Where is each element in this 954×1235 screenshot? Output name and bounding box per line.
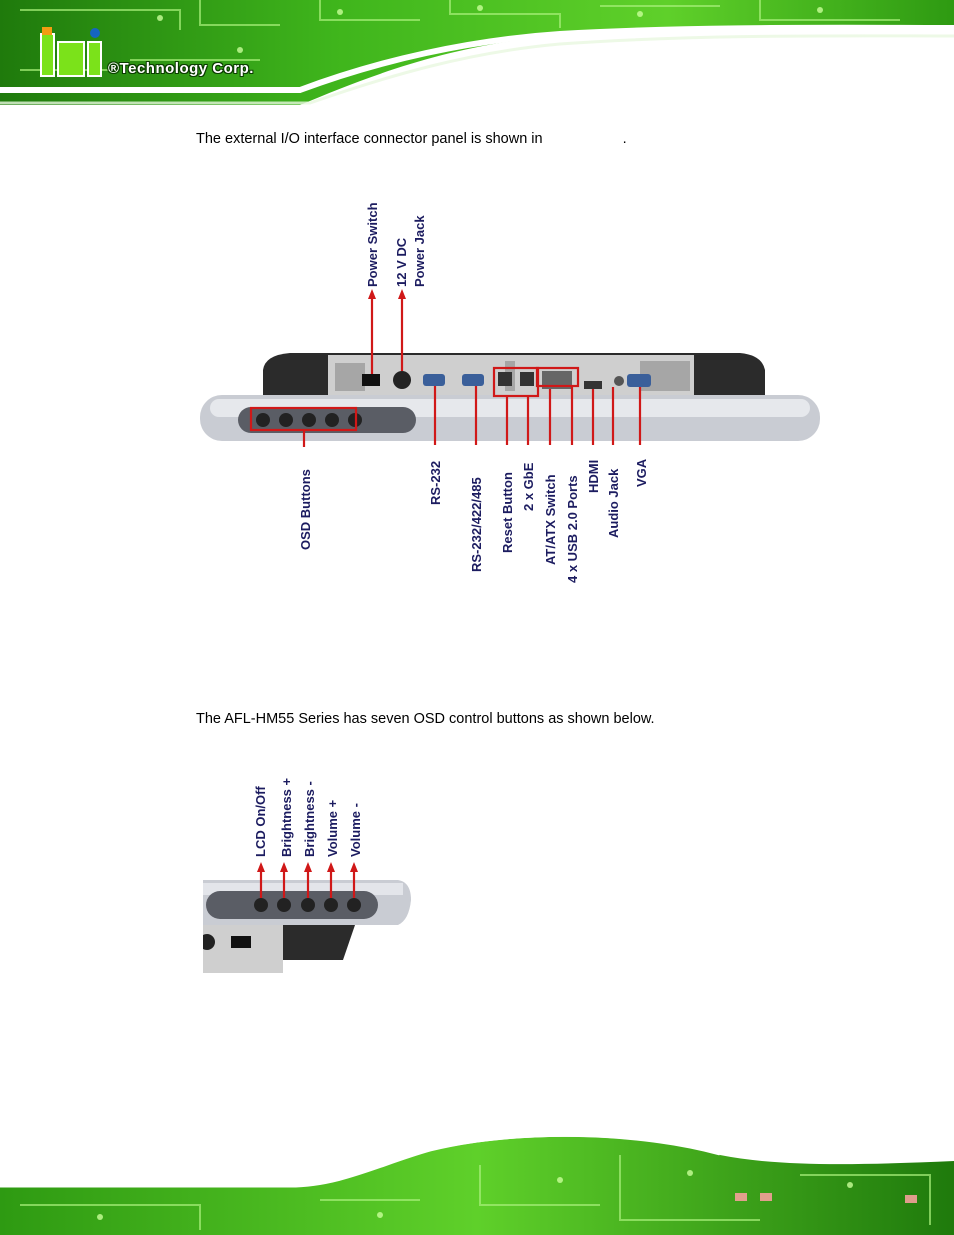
osd-labels bbox=[253, 777, 363, 857]
label-rs232: RS-232 bbox=[428, 460, 443, 505]
label-reset-button: Reset Button bbox=[500, 472, 515, 553]
page-footer bbox=[0, 1125, 954, 1235]
header-pcb-banner bbox=[0, 0, 954, 112]
label-power-jack: Power Jack bbox=[412, 215, 427, 287]
intro-text: The external I/O interface connector panel is shown in bbox=[196, 131, 543, 147]
label-vga: VGA bbox=[634, 458, 649, 487]
label-volume-minus: Volume - bbox=[348, 803, 363, 857]
label-4x-usb: 4 x USB 2.0 Ports bbox=[565, 475, 580, 583]
page-header bbox=[0, 0, 954, 112]
label-brightness-plus: Brightness + bbox=[279, 777, 294, 857]
brand-text: ®Technology Corp. bbox=[108, 60, 254, 77]
label-2x-gbe: 2 x GbE bbox=[521, 462, 536, 511]
top-labels bbox=[365, 202, 427, 287]
bottom-labels bbox=[298, 458, 649, 583]
label-power-switch: Power Switch bbox=[365, 202, 380, 287]
label-lcd-on-off: LCD On/Off bbox=[253, 786, 268, 857]
io-panel-figure bbox=[200, 175, 830, 595]
label-12v-dc: 12 V DC bbox=[394, 237, 409, 287]
callout-arrowheads bbox=[368, 289, 406, 299]
label-at-atx-switch: AT/ATX Switch bbox=[543, 474, 558, 565]
footer-pcb-banner bbox=[0, 1125, 954, 1235]
label-volume-plus: Volume + bbox=[325, 799, 340, 857]
osd-buttons-figure bbox=[203, 750, 418, 978]
label-rs232-422-485: RS-232/422/485 bbox=[469, 477, 484, 572]
label-osd-buttons: OSD Buttons bbox=[298, 469, 313, 550]
label-hdmi: HDMI bbox=[586, 459, 601, 493]
intro-paragraph: The external I/O interface connector panel is shown in . bbox=[196, 131, 627, 147]
label-brightness-minus: Brightness - bbox=[302, 781, 317, 857]
osd-paragraph: The AFL-HM55 Series has seven OSD control buttons as shown below. bbox=[196, 711, 655, 727]
label-audio-jack: Audio Jack bbox=[606, 468, 621, 538]
